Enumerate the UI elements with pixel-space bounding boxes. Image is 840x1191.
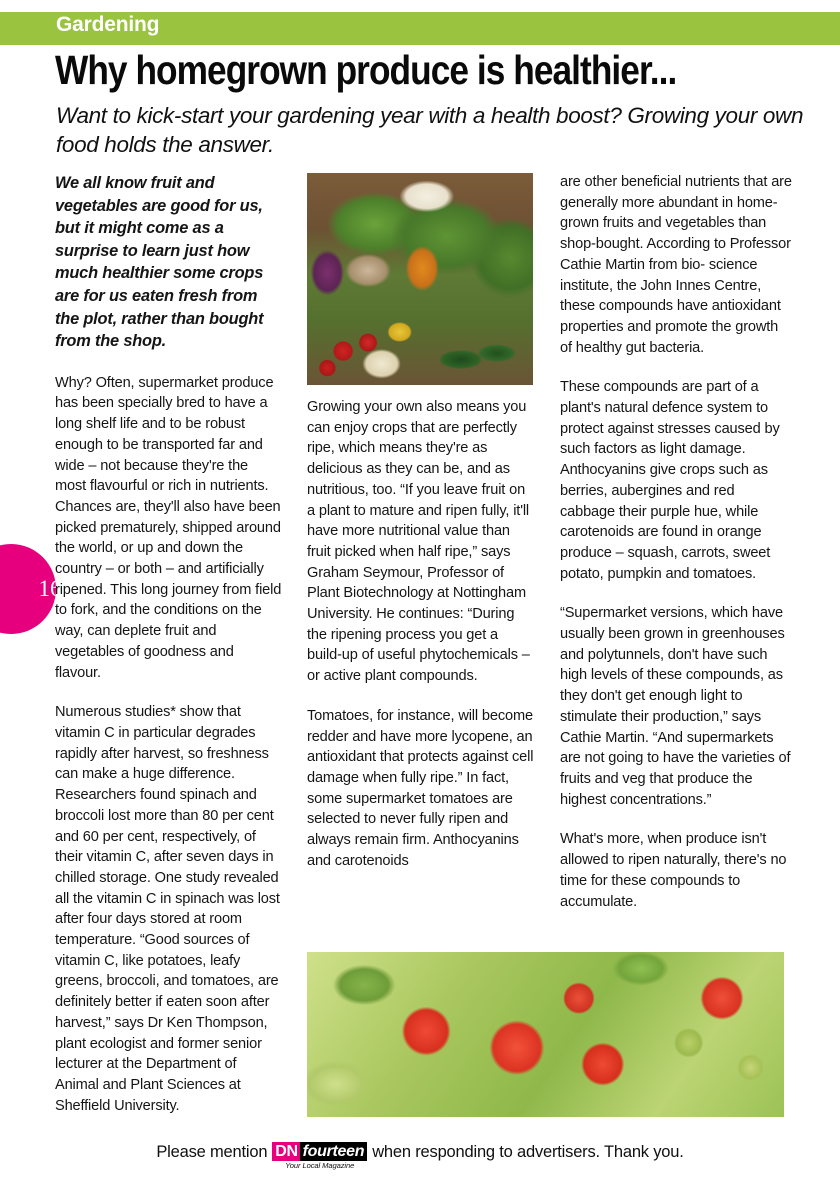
logo-primary-text: DN	[272, 1142, 299, 1161]
logo-row	[272, 1142, 367, 1161]
column-middle-paragraph-1: Growing your own also means you can enjoy crops that are perfectly ripe, which means they're as delicious as they can be, and as nutritious, too. “If you leave fruit on a plant to mature and ripen fully, it'll have more nutritional value than fruit picked when half ripe,” says Graham Seymour, Professor of Plant Biotechnology at Nottingham University. He continues: “During the ripening process you get a build-up of useful phytochemicals – or active plant compounds.	[307, 399, 530, 685]
logo-secondary-text: fourteen	[300, 1142, 368, 1161]
footer-text-after: when responding to advertisers. Thank you.	[372, 1143, 684, 1161]
footer-inner	[156, 1143, 683, 1171]
column-left-paragraph-1: Why? Often, supermarket produce has been specially bred to have a long shelf life and to be robust enough to be transported far and wide – not because they're the most flavourful or rich in nutrients. Chances are, they'll also have been picked prematurely, shipped around the world, or up and down the country – or both – and artificially ripened. This long journey from field to fork, and the conditions on the way, can deplete fruit and vegetables of goodness and flavour.	[55, 374, 282, 681]
column-right-paragraph-2: These compounds are part of a plant's natural defence system to protect against stresses caused by such factors as light damage. Anthocyanins give crops such as berries, aubergines and red cabbage their purple hue, while carotenoids are found in orange produce – squash, carrots, sweet potato, pumpkin and tomatoes.	[560, 379, 780, 582]
column-right-paragraph-4: What's more, when produce isn't allowed to ripen naturally, there's no time for these compounds to accumulate.	[560, 831, 787, 910]
article-column-right	[560, 172, 793, 931]
section-label: Gardening	[56, 13, 160, 36]
article-headline: Why homegrown produce is healthier...	[55, 47, 677, 93]
article-column-left	[55, 172, 282, 1135]
article-standfirst: Want to kick-start your gardening year with a health boost? Growing your own food holds the answer.	[56, 103, 804, 157]
logo-tagline: Your Local Magazine	[285, 1161, 355, 1170]
article-column-middle	[307, 397, 536, 890]
column-right-paragraph-3: “Supermarket versions, which have usually been grown in greenhouses and polytunnels, don't have such high levels of these compounds, as they don't get enough light to stimulate their production,” says Cathie Martin. “And supermarkets are not going to have the varieties of fruits and veg that produce the highest concentrations.”	[560, 605, 791, 808]
column-middle-paragraph-2: Tomatoes, for instance, will become redder and have more lycopene, an antioxidant that protects against cell damage when fully ripe.” In fact, some supermarket tomatoes are selected to never fully ripen and always remain firm. Anthocyanins and carotenoids	[307, 707, 534, 869]
column-right-paragraph-1: are other beneficial nutrients that are generally more abundant in home-grown fruits and vegetables than shop-bought. According to Professor Cathie Martin from bio- science institute, the John Innes Centre, these compounds have antioxidant properties and promote the growth of healthy gut bacteria.	[560, 174, 792, 356]
tomatoes-photo	[307, 952, 784, 1117]
column-left-paragraph-2: Numerous studies* show that vitamin C in particular degrades rapidly after harvest, so freshness can make a huge difference. Researchers found spinach and broccoli lost more than 80 per cent and 60 per cent, respectively, of their vitamin C, after seven days in chilled storage. One study revealed all the vitamin C in spinach was lost after four days stored at room temperature. “Good sources of vitamin C, like potatoes, leafy greens, broccoli, and tomatoes, are definitely better if eaten soon after harvest,” says Dr Ken Thompson, plant ecologist and former senior lecturer at the Department of Animal and Plant Sciences at Sheffield University.	[55, 704, 280, 1114]
page-number: 16	[38, 576, 62, 601]
vegetables-photo	[307, 173, 533, 385]
footer-text-before: Please mention	[156, 1143, 268, 1161]
footer	[0, 1143, 840, 1171]
magazine-logo	[272, 1142, 367, 1170]
column-left-intro: We all know fruit and vegetables are good for us, but it might come as a surprise to learn just how much healthier some crops are for us eaten fresh from the plot, rather than bought from the shop.	[55, 174, 264, 351]
